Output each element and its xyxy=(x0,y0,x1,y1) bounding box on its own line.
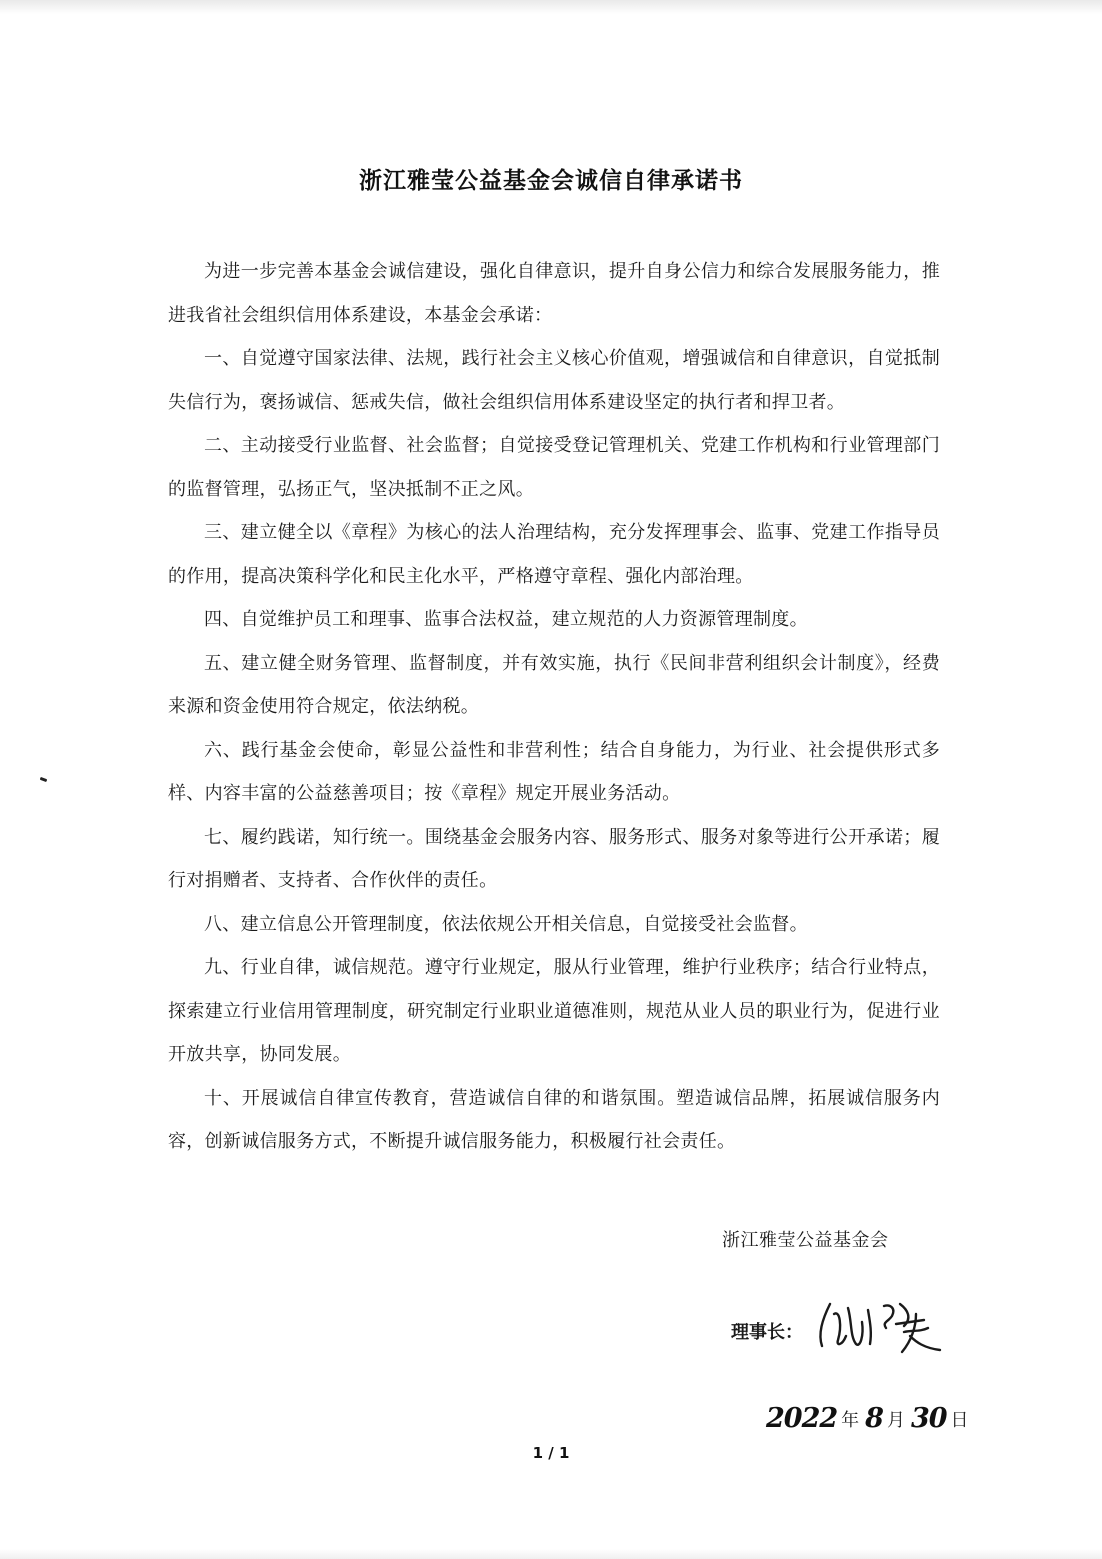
date-month: 8 xyxy=(865,1403,883,1434)
year-unit: 年 xyxy=(841,1410,860,1431)
date-day: 30 xyxy=(910,1403,947,1434)
day-unit: 日 xyxy=(950,1410,969,1431)
scan-edge-bottom xyxy=(0,1549,1102,1559)
commitment-9: 九、行业自律，诚信规范。遵守行业规定，服从行业管理，维护行业秩序；结合行业特点，探索建立行业信用管理制度，研究制定行业职业道德准则，规范从业人员的职业行为，促进行业开放共享，协同发展。 xyxy=(168,957,940,1065)
page-number: 1 / 1 xyxy=(532,1444,570,1462)
commitment-8: 八、建立信息公开管理制度，依法依规公开相关信息，自觉接受社会监督。 xyxy=(204,913,808,935)
month-unit: 月 xyxy=(886,1410,905,1431)
scan-edge-top xyxy=(0,0,1102,14)
commitment-6: 六、践行基金会使命，彰显公益性和非营利性；结合自身能力，为行业、社会提供形式多样、内容丰富的公益慈善项目；按《章程》规定开展业务活动。 xyxy=(168,739,940,804)
scan-speck xyxy=(40,777,48,782)
document-body xyxy=(168,250,940,1164)
commitment-10: 十、开展诚信自律宣传教育，营造诚信自律的和谐氛围。塑造诚信品牌，拓展诚信服务内容，创新诚信服务方式，不断提升诚信服务能力，积极履行社会责任。 xyxy=(168,1087,940,1152)
document-title: 浙江雅莹公益基金会诚信自律承诺书 xyxy=(359,168,743,194)
handwritten-signature xyxy=(812,1296,952,1356)
commitment-1: 一、自觉遵守国家法律、法规，践行社会主义核心价值观，增强诚信和自律意识，自觉抵制失信行为，褒扬诚信、惩戒失信，做社会组织信用体系建设坚定的执行者和捍卫者。 xyxy=(168,348,940,413)
organization-name: 浙江雅莹公益基金会 xyxy=(722,1230,889,1251)
date-line xyxy=(766,1398,975,1434)
intro-paragraph: 为进一步完善本基金会诚信建设，强化自律意识，提升自身公信力和综合发展服务能力，推进我省社会组织信用体系建设，本基金会承诺： xyxy=(168,261,940,326)
commitment-7: 七、履约践诺，知行统一。围绕基金会服务内容、服务形式、服务对象等进行公开承诺；履行对捐赠者、支持者、合作伙伴的责任。 xyxy=(168,826,940,891)
chairman-label: 理事长： xyxy=(731,1322,803,1343)
commitment-4: 四、自觉维护员工和理事、监事合法权益，建立规范的人力资源管理制度。 xyxy=(204,609,808,630)
commitment-2: 二、主动接受行业监督、社会监督；自觉接受登记管理机关、党建工作机构和行业管理部门的监督管理，弘扬正气，坚决抵制不正之风。 xyxy=(168,435,940,500)
commitment-5: 五、建立健全财务管理、监督制度，并有效实施，执行《民间非营利组织会计制度》，经费来源和资金使用符合规定，依法纳税。 xyxy=(168,652,940,717)
date-year: 2022 xyxy=(766,1403,838,1434)
commitment-3: 三、建立健全以《章程》为核心的法人治理结构，充分发挥理事会、监事、党建工作指导员的作用，提高决策科学化和民主化水平，严格遵守章程、强化内部治理。 xyxy=(168,522,940,587)
